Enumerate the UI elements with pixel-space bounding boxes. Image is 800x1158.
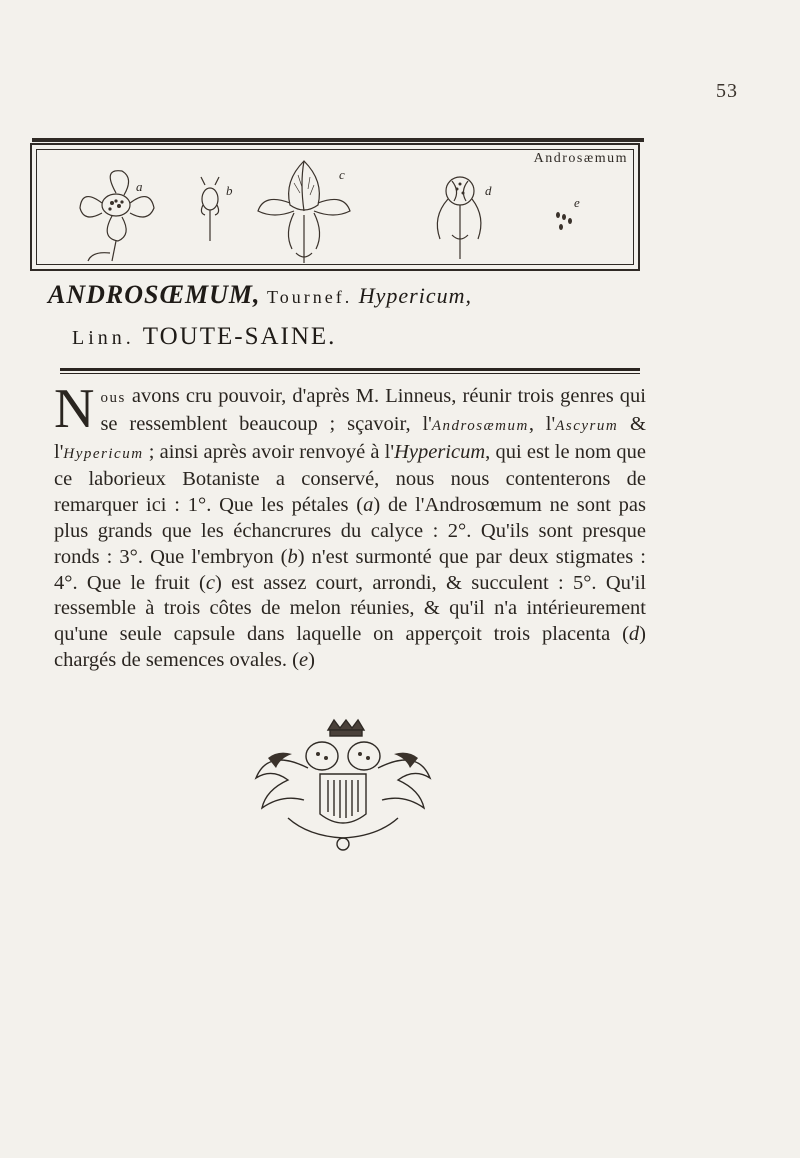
- synonym-name: Hypericum,: [358, 283, 472, 308]
- text-run: ) n'est surmonté que par deux stigmates : 4°. Que le fruit (: [54, 545, 646, 594]
- royal-arms-ornament: [248, 718, 438, 853]
- figure-ref-d: d: [628, 623, 640, 646]
- author-tournefort: Tournef.: [267, 287, 353, 307]
- figure-letter-b: b: [226, 183, 233, 198]
- plate-title: Androsæmum: [533, 151, 628, 166]
- page-number: 53: [716, 80, 738, 102]
- text-run: ) chargés de semences ovales. (: [54, 623, 646, 671]
- common-name: TOUTE-SAINE.: [142, 323, 337, 350]
- text-run: & l': [54, 412, 646, 463]
- genus-name: ANDROSŒMUM,: [48, 280, 261, 309]
- figure-letter-d: d: [485, 183, 492, 198]
- genus-androsaemum: Androsæmum: [431, 417, 529, 434]
- capsule-illustration-d: [424, 169, 494, 261]
- thin-rule: [60, 373, 640, 374]
- text-run: , l': [528, 412, 556, 435]
- figure-letter-e: e: [574, 195, 580, 210]
- text-run: ; ainsi après avoir renvoyé à l': [143, 440, 395, 463]
- text-run: ): [308, 648, 315, 671]
- thick-rule: [60, 368, 640, 371]
- flower-illustration-a: [72, 163, 160, 263]
- figure-ref-a: a: [363, 494, 374, 517]
- small-caps-ous: ous: [100, 390, 126, 406]
- author-linnaeus: Linn.: [72, 327, 135, 349]
- drop-cap: N: [54, 378, 95, 440]
- plate-top-bar: [32, 138, 644, 142]
- botanical-plate: [30, 143, 640, 271]
- figure-letter-c: c: [339, 167, 345, 182]
- genus-hypericum: Hypericum: [63, 445, 144, 462]
- body-paragraph: [54, 378, 646, 674]
- hypericum-reference: Hypericum: [394, 440, 486, 463]
- seeds-illustration-e: [552, 207, 582, 235]
- common-name-heading: [72, 323, 336, 351]
- figure-ref-e: e: [298, 648, 309, 671]
- text-run: ) de l'Androsœmum ne sont pas plus grands que les échancrures du calyce : 2°. Qu'ils sont presque ronds : 3°. Que l'embryon (: [54, 494, 646, 568]
- figure-ref-c: c: [205, 571, 215, 594]
- text-run: ) est assez court, arrondi, & succulent : 5°. Qu'il ressemble à trois côtes de melon réunies, & qu'il n'a intérieurement qu'une seule capsule dans laquelle on apperçoit trois placenta (: [54, 571, 646, 646]
- figure-letter-a: a: [136, 179, 143, 194]
- embryo-illustration-b: [195, 175, 225, 245]
- text-run: avons cru pouvoir, d'après M. Linneus, réunir trois genres qui se ressemblent beaucoup ; sçavoir, l': [100, 385, 646, 435]
- genus-ascyrum: Ascyrum: [555, 417, 619, 434]
- genus-heading: [48, 280, 472, 310]
- figure-ref-b: b: [287, 545, 298, 568]
- text-run: , qui est le nom que ce laborieux Botaniste a conservé, nous nous contenterons de remarquer ici : 1°. Que les pétales (: [54, 440, 646, 517]
